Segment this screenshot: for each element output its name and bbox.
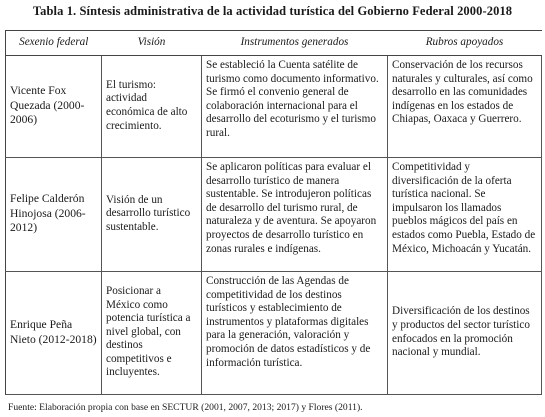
header-vision: Visión (102, 31, 202, 56)
table-row (6, 56, 542, 158)
cell-sexenio: Vicente Fox Quezada (2000-2006) (6, 56, 102, 158)
table-row (6, 158, 542, 272)
cell-vision: Visión de un desarrollo turístico sustentable. (102, 158, 202, 272)
synthesis-table (5, 30, 542, 395)
header-rubros: Rubros apoyados (388, 31, 542, 56)
cell-vision: Posicionar a México como potencia turística a nivel global, con destinos competitivos e incluyentes. (102, 272, 202, 395)
header-sexenio: Sexenio federal (6, 31, 102, 56)
cell-instrumentos: Se estableció la Cuenta satélite de turismo como documento informativo. Se firmó el convenio general de colaboración internacional para el desarrollo del ecoturismo y el turismo rural. (202, 56, 388, 158)
cell-rubros: Diversificación de los destinos y productos del sector turístico enfocados en la promoción nacional y mundial. (388, 272, 542, 395)
source-note: Fuente: Elaboración propia con base en SECTUR (2001, 2007, 2013; 2017) y Flores (2011). (8, 402, 363, 413)
cell-instrumentos: Se aplicaron políticas para evaluar el desarrollo turístico de manera sustentable. Se introdujeron políticas de desarrollo del turismo rural, de naturaleza y de aventura. Se apoyaron proyectos de desarrollo turístico en zonas rurales e indígenas. (202, 158, 388, 272)
cell-sexenio: Enrique Peña Nieto (2012-2018) (6, 272, 102, 395)
cell-rubros: Competitividad y diversificación de la oferta turística nacional. Se impulsaron los llamados pueblos mágicos del país en estados como Puebla, Estado de México, Michoacán y Yucatán. (388, 158, 542, 272)
table-header-row (6, 31, 542, 56)
cell-instrumentos: Construcción de las Agendas de competitividad de los destinos turísticos y establecimiento de instrumentos y plataformas digitales para la generación, valoración y promoción de datos estadísticos y de información turística. (202, 272, 388, 395)
cell-sexenio: Felipe Calderón Hinojosa (2006-2012) (6, 158, 102, 272)
header-instrumentos: Instrumentos generados (202, 31, 388, 56)
table-row (6, 272, 542, 395)
table-title: Tabla 1. Síntesis administrativa de la actividad turística del Gobierno Federal 2000-2018 (32, 4, 513, 18)
cell-rubros: Conservación de los recursos naturales y culturales, así como desarrollo en las comunidades indígenas en los estados de Chiapas, Oaxaca y Guerrero. (388, 56, 542, 158)
cell-vision: El turismo: actividad económica de alto crecimiento. (102, 56, 202, 158)
